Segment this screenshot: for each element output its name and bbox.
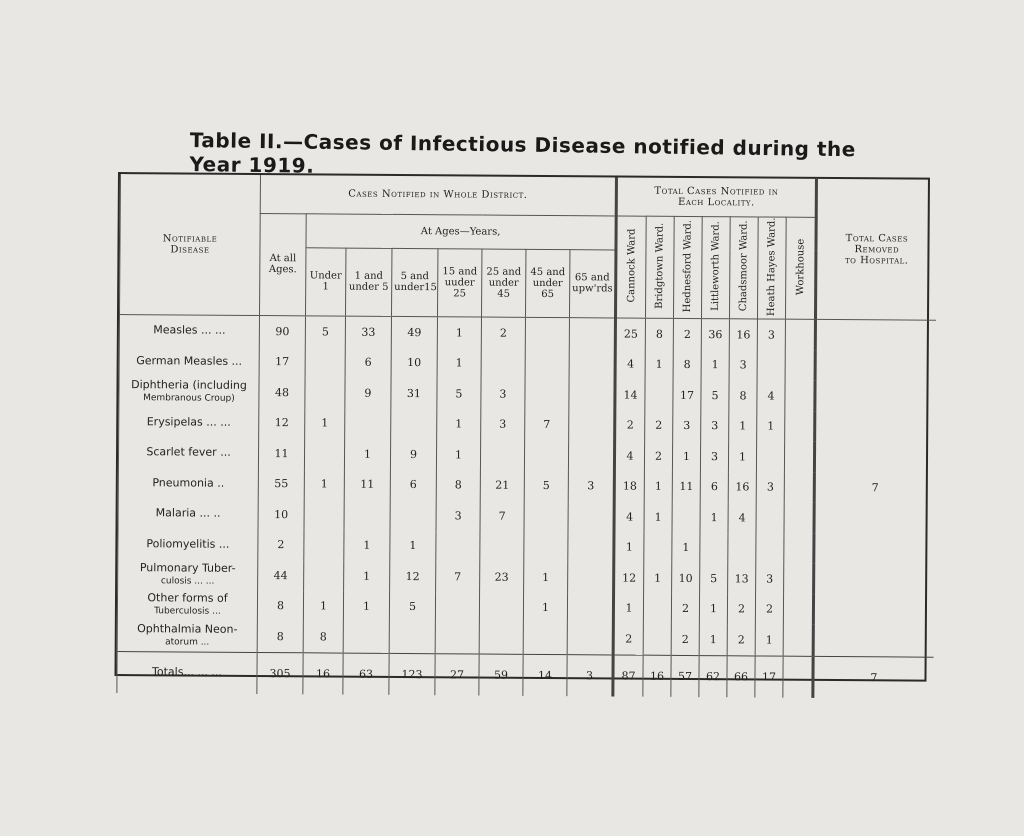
cell-age: 5 <box>524 470 568 501</box>
cell-ward <box>785 350 815 381</box>
cell-age: 49 <box>391 316 437 347</box>
table-body <box>117 315 936 699</box>
cell-age: 1 <box>436 439 480 470</box>
cell-age: 3 <box>481 379 525 410</box>
totals-ward: 66 <box>727 655 755 696</box>
cell-age: 7 <box>436 561 480 592</box>
cell-age <box>304 438 344 469</box>
cell-ward: 8 <box>673 349 701 380</box>
cell-age <box>567 623 613 654</box>
cell-age <box>480 440 524 471</box>
cell-age <box>304 530 344 561</box>
cell-age <box>435 622 479 653</box>
cell-all-ages: 2 <box>258 530 304 561</box>
cell-age <box>569 349 615 380</box>
cell-all-ages: 48 <box>259 377 305 408</box>
cell-age <box>481 348 525 379</box>
cell-age: 1 <box>344 561 390 592</box>
totals-ward: 62 <box>699 655 727 696</box>
cell-ward: 2 <box>645 410 673 441</box>
cell-age <box>568 562 614 593</box>
cell-ward <box>784 442 814 473</box>
cell-ward: 4 <box>728 502 756 533</box>
totals-ward: 17 <box>755 656 783 697</box>
at-all-ages-header: At all Ages. <box>260 213 307 316</box>
cell-ward <box>756 442 784 473</box>
cell-ward <box>643 593 671 624</box>
cell-age <box>436 531 480 562</box>
cell-ward: 3 <box>729 350 757 381</box>
cell-ward: 25 <box>615 318 645 349</box>
hospital-cell: 7 <box>813 319 935 657</box>
age-header-15-25: 15 and uuder 25 <box>437 248 481 317</box>
cell-age <box>569 410 615 441</box>
cell-age <box>305 377 345 408</box>
cell-age <box>479 592 523 623</box>
cell-ward: 2 <box>644 441 672 472</box>
at-ages-header: At Ages—Years, <box>306 213 616 249</box>
cell-all-ages: 55 <box>258 469 304 500</box>
ward-header-chadsmoor: Chadsmoor Ward. <box>730 216 759 319</box>
cell-age <box>568 501 614 532</box>
cell-ward <box>672 502 700 533</box>
cell-age: 11 <box>344 469 390 500</box>
cell-ward: 1 <box>672 533 700 564</box>
cell-age <box>524 531 568 562</box>
cell-age: 8 <box>436 470 480 501</box>
cell-age: 3 <box>568 471 614 502</box>
totals-ward: 87 <box>613 655 643 697</box>
cell-ward <box>757 350 785 381</box>
disease-name: Ophthalmia Neon- atorum ... <box>117 620 257 652</box>
disease-name: Diphtheria (including Membranous Croup) <box>119 376 259 407</box>
cell-ward: 5 <box>700 563 728 594</box>
cell-ward: 1 <box>755 625 783 656</box>
cell-ward: 4 <box>614 502 644 533</box>
cell-ward: 11 <box>672 472 700 503</box>
disease-name: Measles ... ... <box>119 315 259 347</box>
totals-age: 3 <box>567 654 613 696</box>
cell-age: 1 <box>437 409 481 440</box>
cell-age <box>480 531 524 562</box>
cell-age <box>479 623 523 654</box>
cell-ward: 1 <box>700 502 728 533</box>
cell-age: 5 <box>437 378 481 409</box>
age-header-65-up: 65 and upw'rds <box>569 249 616 318</box>
cell-all-ages: 10 <box>258 499 304 530</box>
disease-name: Poliomyelitis ... <box>118 529 258 560</box>
cell-ward: 3 <box>701 411 729 442</box>
cell-age: 7 <box>480 501 524 532</box>
totals-ward: 57 <box>671 655 699 696</box>
cell-ward: 1 <box>644 502 672 533</box>
cell-age: 23 <box>480 562 524 593</box>
cell-ward: 16 <box>728 472 756 503</box>
disease-table-frame <box>114 172 929 682</box>
ward-header-bridgtown: Bridgtown Ward. <box>646 216 675 319</box>
cell-ward: 1 <box>645 349 673 380</box>
cell-ward: 2 <box>727 624 755 655</box>
cell-ward: 3 <box>700 441 728 472</box>
cell-ward: 4 <box>614 441 644 472</box>
cell-age <box>525 348 569 379</box>
cell-ward <box>643 624 671 655</box>
cell-age <box>435 592 479 623</box>
cell-ward <box>785 319 815 350</box>
cell-ward: 5 <box>701 380 729 411</box>
cell-age: 1 <box>343 591 389 622</box>
cell-age: 1 <box>344 530 390 561</box>
cell-ward: 1 <box>614 532 644 563</box>
cell-age: 1 <box>390 531 436 562</box>
cell-age <box>305 347 345 378</box>
totals-age: 14 <box>523 654 567 696</box>
totals-age: 59 <box>479 654 523 696</box>
cell-age: 10 <box>391 347 437 378</box>
cell-age: 6 <box>390 470 436 501</box>
cell-ward: 36 <box>701 319 729 350</box>
cell-age <box>569 379 615 410</box>
cell-age <box>568 532 614 563</box>
totals-ward <box>783 656 813 698</box>
whole-district-header: Cases Notified in Whole District. <box>260 175 616 215</box>
cell-ward: 18 <box>614 471 644 502</box>
cell-age: 9 <box>390 439 436 470</box>
cell-age <box>525 317 569 348</box>
cell-ward <box>784 564 814 595</box>
cell-age <box>304 499 344 530</box>
cell-ward: 2 <box>673 318 701 349</box>
cell-age <box>568 440 614 471</box>
ward-header-heath-hayes: Heath Hayes Ward. <box>758 216 787 319</box>
cell-age <box>391 409 437 440</box>
cell-age: 1 <box>524 562 568 593</box>
totals-age: 123 <box>389 653 435 695</box>
cell-ward: 2 <box>671 624 699 655</box>
cell-ward: 3 <box>757 319 785 350</box>
age-header-25-45: 25 and under 45 <box>481 249 525 318</box>
cell-all-ages: 90 <box>259 316 305 347</box>
cell-ward: 8 <box>645 318 673 349</box>
cell-ward: 2 <box>613 624 643 655</box>
cell-ward: 4 <box>615 349 645 380</box>
cell-ward <box>700 533 728 564</box>
cell-ward: 3 <box>756 564 784 595</box>
age-header-5-15: 5 and under15 <box>391 248 437 317</box>
hospital-header: Total Cases Removed to Hospital. <box>816 179 937 320</box>
cell-age: 8 <box>303 622 343 653</box>
cell-ward: 1 <box>699 594 727 625</box>
ward-header-workhouse: Workhouse <box>786 217 817 320</box>
cell-age: 1 <box>437 348 481 379</box>
ward-header-hednesford: Hednesford Ward. <box>674 216 703 319</box>
cell-ward: 14 <box>615 380 645 411</box>
cell-ward: 6 <box>700 472 728 503</box>
cell-age: 1 <box>305 408 345 439</box>
cell-all-ages: 12 <box>259 408 305 439</box>
cell-ward: 2 <box>615 410 645 441</box>
disease-name: Pneumonia .. <box>118 468 258 499</box>
cell-age: 9 <box>345 378 391 409</box>
cell-ward: 3 <box>673 410 701 441</box>
cell-ward: 1 <box>613 593 643 624</box>
cell-ward: 17 <box>673 380 701 411</box>
cell-ward <box>784 472 814 503</box>
cell-ward <box>756 533 784 564</box>
disease-name: Other forms of Tuberculosis ... <box>117 590 257 621</box>
cell-all-ages: 11 <box>258 438 304 469</box>
disease-name: Pulmonary Tuber- culosis ... ... <box>118 559 258 590</box>
totals-hospital: 7 <box>813 656 933 698</box>
cell-all-ages: 8 <box>257 621 303 652</box>
cell-age <box>389 622 435 653</box>
disease-table <box>116 174 936 698</box>
cell-ward: 2 <box>755 594 783 625</box>
cell-age: 5 <box>305 316 345 347</box>
cell-ward: 1 <box>644 563 672 594</box>
disease-name: Malaria ... .. <box>118 498 258 529</box>
totals-label: Totals... ... ... <box>117 651 257 693</box>
cell-age <box>524 501 568 532</box>
cell-ward: 1 <box>672 441 700 472</box>
totals-ward: 16 <box>643 655 671 696</box>
cell-age <box>523 623 567 654</box>
cell-ward: 1 <box>701 350 729 381</box>
cell-all-ages: 8 <box>257 591 303 622</box>
notifiable-disease-header: Notifiable Disease <box>120 174 261 316</box>
cell-age: 1 <box>344 439 390 470</box>
ward-header-littleworth: Littleworth Ward. <box>702 216 731 319</box>
disease-name: German Measles ... <box>119 346 259 377</box>
ward-header-cannock: Cannock Ward <box>616 215 647 318</box>
cell-ward <box>644 532 672 563</box>
cell-ward: 1 <box>757 411 785 442</box>
cell-age <box>525 379 569 410</box>
age-header-45-65: 45 and under 65 <box>525 249 569 318</box>
age-header-1-5: 1 and under 5 <box>345 248 391 317</box>
cell-age <box>344 500 390 531</box>
cell-ward: 3 <box>756 472 784 503</box>
cell-ward <box>784 533 814 564</box>
cell-ward <box>783 594 813 625</box>
cell-age <box>343 622 389 653</box>
totals-row <box>117 651 933 698</box>
cell-ward <box>785 381 815 412</box>
cell-age <box>390 500 436 531</box>
totals-age: 63 <box>343 653 389 695</box>
cell-age: 1 <box>437 317 481 348</box>
cell-age: 3 <box>481 409 525 440</box>
cell-age: 7 <box>525 409 569 440</box>
cell-ward: 1 <box>699 624 727 655</box>
cell-ward: 1 <box>728 441 756 472</box>
cell-age: 5 <box>389 592 435 623</box>
cell-ward: 12 <box>614 563 644 594</box>
cell-ward <box>784 503 814 534</box>
cell-ward: 10 <box>672 563 700 594</box>
cell-ward: 16 <box>729 319 757 350</box>
cell-age: 1 <box>303 591 343 622</box>
cell-age: 21 <box>480 470 524 501</box>
totals-age: 27 <box>435 653 479 695</box>
cell-ward: 2 <box>671 594 699 625</box>
cell-age: 6 <box>345 347 391 378</box>
cell-age <box>567 593 613 624</box>
totals-age: 16 <box>303 653 343 695</box>
cell-all-ages: 44 <box>258 560 304 591</box>
cell-ward: 2 <box>727 594 755 625</box>
cell-all-ages: 17 <box>259 347 305 378</box>
cell-ward: 8 <box>729 380 757 411</box>
cell-age <box>304 560 344 591</box>
cell-age: 3 <box>436 500 480 531</box>
disease-name: Erysipelas ... ... <box>119 407 259 438</box>
table-title: Table II.—Cases of Infectious Disease notified during the Year 1919. <box>189 128 856 178</box>
cell-ward: 1 <box>644 471 672 502</box>
cell-age <box>524 440 568 471</box>
cell-ward <box>728 533 756 564</box>
age-header-under-1: Under 1 <box>306 247 346 316</box>
cell-ward <box>783 625 813 656</box>
cell-age: 1 <box>304 469 344 500</box>
totals-all-ages: 305 <box>257 652 303 694</box>
cell-age: 33 <box>345 316 391 347</box>
cell-ward <box>756 503 784 534</box>
cell-ward: 4 <box>757 381 785 412</box>
disease-name: Scarlet fever ... <box>118 437 258 468</box>
cell-ward <box>785 411 815 442</box>
cell-ward <box>645 380 673 411</box>
cell-ward: 1 <box>729 411 757 442</box>
cell-age: 1 <box>523 593 567 624</box>
cell-age: 12 <box>390 561 436 592</box>
cell-age <box>345 408 391 439</box>
locality-header: Total Cases Notified in Each Locality. <box>616 177 816 216</box>
cell-age <box>569 318 615 349</box>
cell-age: 2 <box>481 317 525 348</box>
cell-age: 31 <box>391 378 437 409</box>
cell-ward: 13 <box>728 563 756 594</box>
